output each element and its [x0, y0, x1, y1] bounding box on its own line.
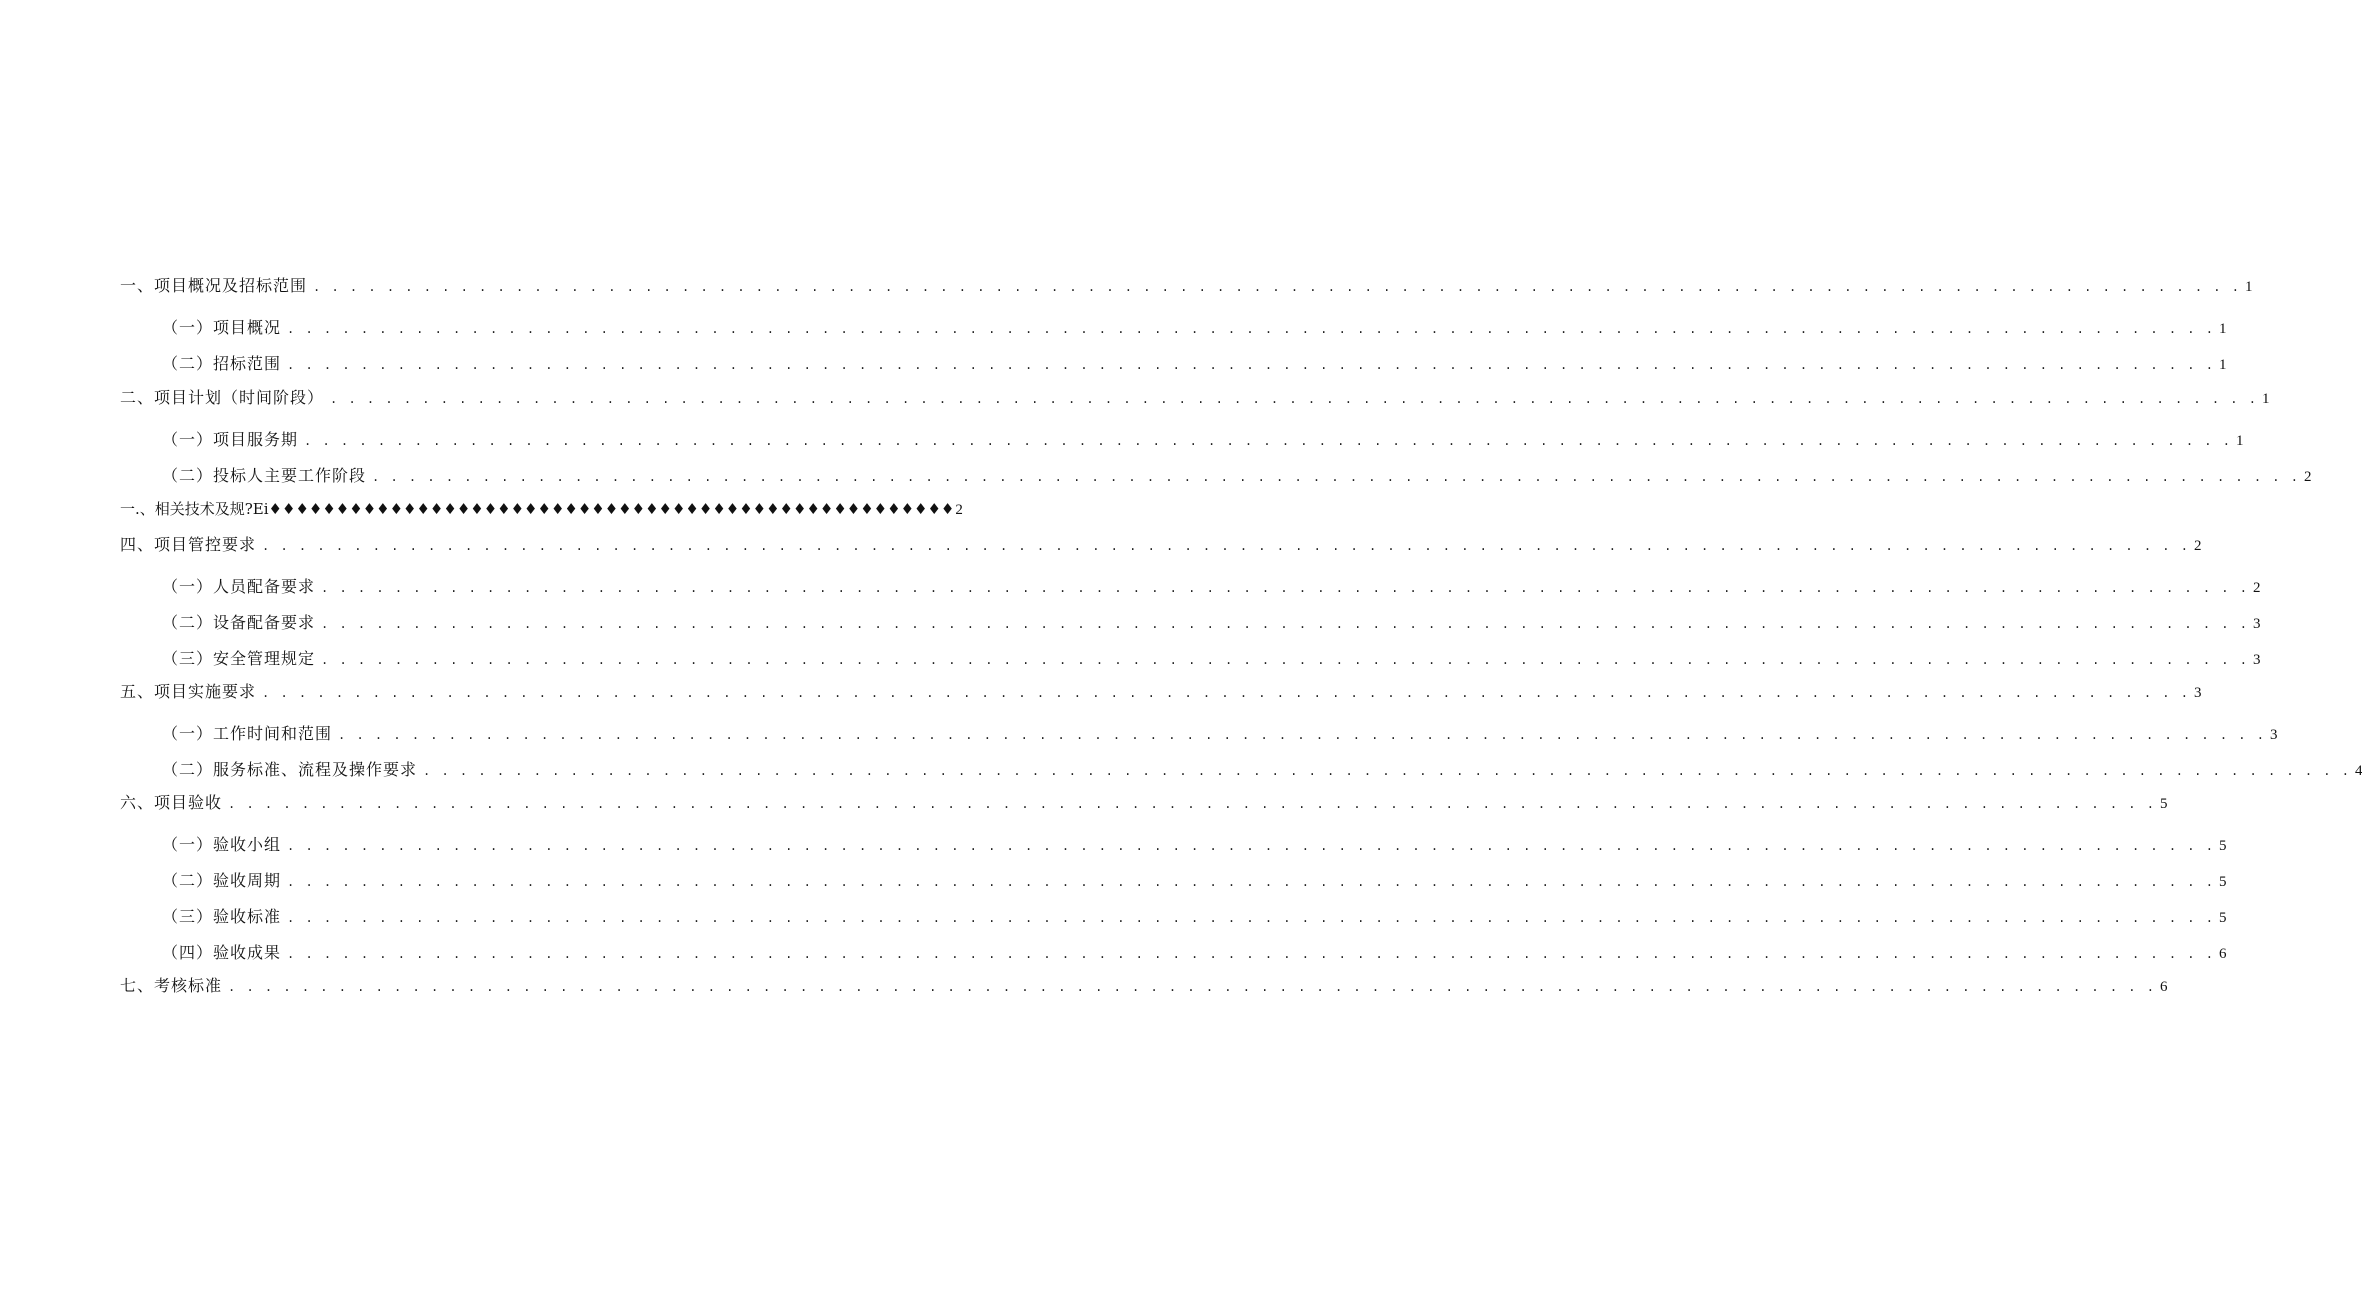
toc-entry-title: （三）安全管理规定	[162, 649, 316, 668]
toc-dot-leader	[321, 648, 2249, 672]
toc-page-number: 3	[2252, 652, 2261, 668]
toc-page-number: 1	[2218, 357, 2227, 373]
toc-entry-title: （二）招标范围	[162, 354, 282, 373]
toc-entry[interactable]	[120, 497, 963, 521]
toc-entry-title: （一）工作时间和范围	[162, 724, 333, 743]
toc-entry[interactable]	[162, 316, 2227, 340]
toc-entry-title: 一.、相关技术及规?Ei♦♦♦♦♦♦♦♦♦♦♦♦♦♦♦♦♦♦♦♦♦♦♦♦♦♦♦♦♦♦♦♦♦♦♦♦♦♦♦♦♦♦♦♦♦♦♦♦♦♦♦	[120, 500, 955, 518]
toc-entry-title: 六、项目验收	[120, 793, 223, 812]
toc-page-number: 1	[2218, 321, 2227, 337]
toc-page-number: 3	[2252, 616, 2261, 632]
toc-page-number: 1	[2261, 391, 2270, 407]
toc-entry-title: 四、项目管控要求	[120, 535, 257, 554]
toc-page-number: 2	[2303, 469, 2312, 485]
toc-dot-leader	[228, 975, 2156, 999]
toc-page-number: 5	[2218, 874, 2227, 890]
toc-dot-leader	[287, 353, 2215, 377]
toc-entry[interactable]	[162, 758, 2362, 782]
toc-entry[interactable]	[162, 833, 2227, 857]
toc-entry-title: 五、项目实施要求	[120, 682, 257, 701]
toc-entry[interactable]	[120, 974, 2168, 998]
toc-dot-leader	[287, 317, 2215, 341]
toc-dot-leader	[304, 429, 2232, 453]
toc-dot-leader	[372, 465, 2300, 489]
toc-entry[interactable]	[162, 722, 2278, 746]
toc-dot-leader	[287, 942, 2215, 966]
toc-entry[interactable]	[162, 611, 2261, 635]
toc-entry-title: （一）人员配备要求	[162, 577, 316, 596]
toc-entry[interactable]	[162, 428, 2244, 452]
toc-entry-title: （一）项目概况	[162, 318, 282, 337]
toc-entry-title: （二）投标人主要工作阶段	[162, 466, 367, 485]
toc-page-number: 5	[2159, 796, 2168, 812]
toc-dot-leader	[330, 387, 2258, 411]
toc-page-number: 2	[2193, 538, 2202, 554]
toc-page-number: 3	[2193, 685, 2202, 701]
toc-page-number: 6	[2218, 946, 2227, 962]
toc-entry-title: （二）设备配备要求	[162, 613, 316, 632]
toc-dot-leader	[338, 723, 2266, 747]
toc-dot-leader	[228, 792, 2156, 816]
toc-dot-leader	[321, 612, 2249, 636]
toc-entry[interactable]	[162, 575, 2261, 599]
toc-entry-title: （四）验收成果	[162, 943, 282, 962]
toc-entry[interactable]	[120, 386, 2270, 410]
toc-page-number: 3	[2269, 727, 2278, 743]
toc-entry-title: 一、项目概况及招标范围	[120, 276, 308, 295]
toc-dot-leader	[287, 906, 2215, 930]
toc-page-number: 5	[2218, 910, 2227, 926]
toc-entry[interactable]	[162, 941, 2227, 965]
toc-entry[interactable]	[120, 680, 2202, 704]
toc-entry[interactable]	[162, 905, 2227, 929]
toc-entry-title: 七、考核标准	[120, 976, 223, 995]
toc-dot-leader	[287, 834, 2215, 858]
toc-page-number: 6	[2159, 979, 2168, 995]
toc-dot-leader	[313, 275, 2241, 299]
toc-dot-leader	[262, 681, 2190, 705]
toc-page-number: 1	[2235, 433, 2244, 449]
toc-entry[interactable]	[162, 352, 2227, 376]
toc-page-number: 2	[2252, 580, 2261, 596]
toc-dot-leader	[262, 534, 2190, 558]
toc-entry-title: （二）服务标准、流程及操作要求	[162, 760, 418, 779]
toc-page-number: 4	[2354, 763, 2362, 779]
toc-page-number: 5	[2218, 838, 2227, 854]
toc-entry[interactable]	[120, 533, 2202, 557]
toc-entry[interactable]	[162, 869, 2227, 893]
toc-page-number: 2	[955, 502, 963, 518]
toc-dot-leader	[321, 576, 2249, 600]
toc-entry-title: 二、项目计划（时间阶段）	[120, 388, 325, 407]
toc-entry-title: （一）验收小组	[162, 835, 282, 854]
toc-entry[interactable]	[120, 274, 2253, 298]
toc-entry-title: （三）验收标准	[162, 907, 282, 926]
toc-dot-leader	[423, 759, 2351, 783]
toc-page-number: 1	[2244, 279, 2253, 295]
toc-entry-title: （二）验收周期	[162, 871, 282, 890]
toc-entry[interactable]	[162, 464, 2312, 488]
toc-entry-title: （一）项目服务期	[162, 430, 299, 449]
toc-entry[interactable]	[120, 791, 2168, 815]
toc-dot-leader	[287, 870, 2215, 894]
toc-entry[interactable]	[162, 647, 2261, 671]
